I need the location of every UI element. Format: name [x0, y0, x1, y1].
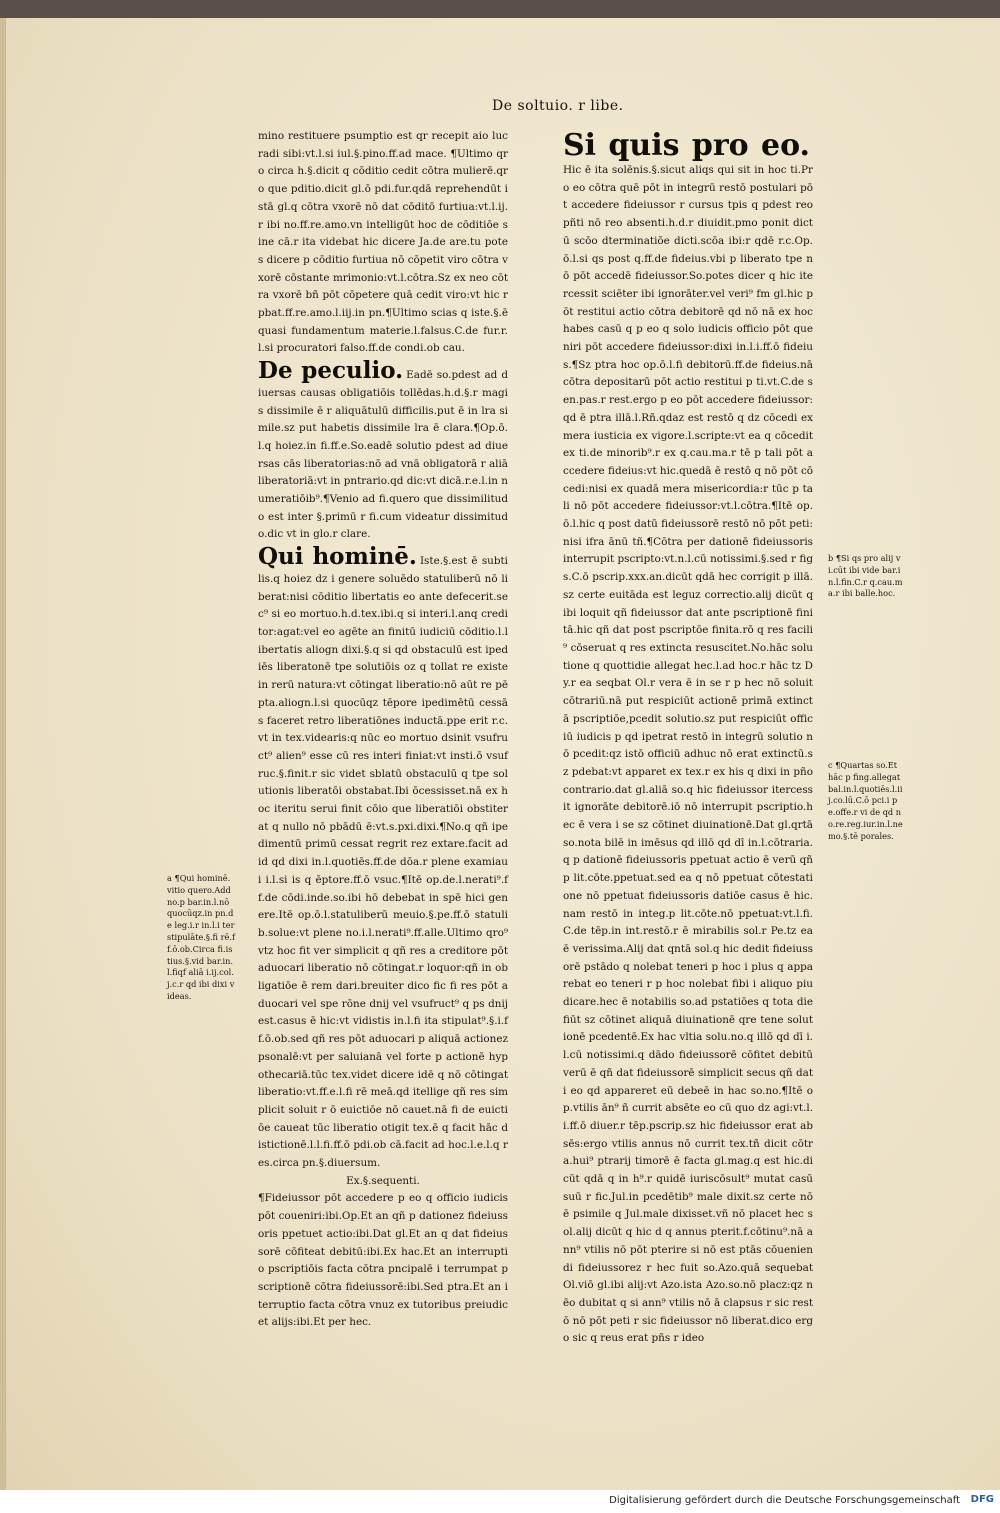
intro-paragraph: mino restituere psumptio est qr recepit aio lucradi sibi:vt.l.si iul.§.pino.ff.ad mace. ¶Ultimo qro circa h.§.dicit q cōditio cedit cōtra mulierē.qro que pditio.dicit gl.ō pdi.fur.qdā reprehendūt istā gl.q cōtra vxorē nō dat cōditō furtiua:vt.l.ij.r ibi no.ff.re.amo.vn intelligūt hoc de cōditiōe sine cā.r ita videbat hic dicere Ja.de are.tu potes dicere p cōditio furtiua nō cōpetit viro cōtra vxorē cōstante mrimonio:vt.l.cōtra.Sz ex neo cōtra vxorē bñ pōt cōpetere quā cedit viro:vt hic r pbat.ff.re.amo.l.iij.in pn.¶Ultimo scias q iste.§.ē quasi fundamentum materie.l.falsus.C.de fur.r.l.si procuratori falso.ff.de condi.ob cau. — [258, 130, 508, 355]
section-text: Eadē so.pdest ad diuersas causas obligatiōis tollēdas.h.d.§.r magis dissimile ē r aliquātulū difficilis.put ē in lra simile.sz put habetis dissimile lra ē clara.¶Op.ō.l.q hoiez.in fi.ff.e.So.eadē solutio pdest ad diuersas cās liberatorias:nō ad vnā obligatorā r aliā liberatoriā:vt in pntrario.qd dic:vt dicā.r.e.l.in numeratiōib⁹.¶Venio ad fi.quero que dissimilitudo est inter §.primū r fi.cum videatur dissimitudo.dic vt in glo.r clare. — [258, 369, 508, 541]
left-text-column — [258, 128, 508, 1329]
ex-sequenti-line: Ex.§.sequenti. — [346, 1174, 420, 1187]
fideiussor-paragraph: ¶Fideiussor pōt accedere p eo q officio iudicis pōt coueniri:ibi.Op.Et an qñ p dationez fideiussoris ppetuet actio:ibi.Dat gl.Et an q dat fideiussorē cōfiteat debitū:ibi.Ex hac.Et an interruptio pscriptiōis facta cōtra pncipalē i terrumpat pscriptionē cōtra fideiussorē:ibi.Sed ptra.Et an iterruptio facta cōtra vnuz ex tutoribus preiudicet alijs:ibi.Et per hec. — [258, 1192, 508, 1329]
section-heading: De peculio. — [258, 357, 404, 385]
section-heading: Qui hominē. — [258, 543, 417, 571]
margin-note-a: a ¶Qui hominē. vitio quero.Add no.p bar.in.l.nō quocūqz.in pn.de leg.i.r in.l.i ter stipulāte.§.fi rē.ff.ō.ob.Circa fi.istius.§.vid bar.in.l.fiqf aliā i.ij.col.j.c.r qd ibi dixi videas. — [167, 873, 236, 1001]
running-head: De soltuio. r libe. — [492, 98, 624, 114]
section-heading: Si quis pro eo. — [563, 128, 810, 163]
section-si-quis — [563, 130, 813, 1348]
section-text: Hic ē ita solēnis.§.sicut aliqs qui sit in hoc ti.Pro eo cōtra quē pōt in integrū restō postulari pōt accedere fideiussor r cursus tpis q pdest reo pñti nō reo absenti.h.d.r diuidit.pmo ponit dictū scōo dterminatiōe dicti.scōa ibi:r qdē r.c.Op.ō.l.si qs post q.ff.de fideius.vbi p liberato tpe nō pōt accedē fideiussor.So.potes dicer q hic itercessit sciēter ibi ignorāter.vel veri⁹ fm gl.hic pōt restitui actio cōtra debitorē qd nō nā ex hoc habes casū q p eo q solo iudicis officio pōt queniri pōt accedere fideiussor:dixi in.l.i.ff.ō fideius.¶Sz ptra hoc op.ō.l.fi debitorū.ff.de fideius.nā cōtra depositarū pōt actio restitui p ti.vt.C.de sen.pas.r rest.ergo p eo pōt accedere fideiussor:qd ē ptra illā.l.Rñ.qdaz est restō q dz cōcedi ex mera iusticia ex vigore.l.scripte:vt ea q cōcedit ex ti.de minorib⁹.r ex q.cau.ma.r tē p tali pōt accedere fideius:vt hic.quedā ē restō q nō pōt cōcedi:nisi ex quadā mera misericordia:r tūc p tali nō pōt accedere fideiussor:vt.l.cōtra.¶Itē op.ō.l.hic q post datū fideiussorē restō nō pōt peti:nisi ifra ānū tñ.¶Cōtra per dationē fideiussoris interrupit pscripto:vt.n.l.cū notissimi.§.sed r figs.C.ō pscrip.xxx.an.dicūt qdā hec corrigit p illā.sz certe euitāda est leguz correctio.alij dicūt q ibi loquit qñ fideiussor dat ante pscriptionē finitā.hic qñ dat post pscriptōe finita.rō q res facili⁹ cōseruat q res extincta resuscitet.No.hāc solutione q quottidie allegat hec.l.ad hoc.r hāc tz Dy.r ea seqbat Ol.r vera ē in se r p hec nō soluit cōtrariū.nā put respiciūt actionē primā extinctā pscriptiōe,pcedit solutio.sz put respiciūt officiū iudicis p qd ipetrat restō in integrū solutio nō pcedit:qz istō officiū adhuc nō erat extinctū.sz pdebat:vt apparet ex tex.r ex his q dixi in pño contrario.dat gl.aliā so.q hic fideiussor itercessit ignorāte debitorē.iō nō interrupit pscriptio.hec ē vera i se sz cōtinet diuinationē.Dat gl.qrtā so.nota bilē in imēsus qd illō qd dī in.l.cōtraria.q p dationē fideiussoris ppetuat actio ē verū qñ p lit.cōte.ppetuat.sed ea q nō ppetuat cōtestatione nō ppetuat fideiussoris datiōe casus ē hic.nam restō in integ.p lit.cōte.nō ppetuat:vt.l.fi.C.de tēp.in int.restō.r ē mirabilis sol.r Pe.tz ea ē verissima.Alij dat qntā sol.q hic dedit fideiussorē pstādo q nolebat teneri p hoc i plus q apparebat eo teneri r p hoc nolebat fibi i aliquo piudicare.hec ē notabilis so.ad pstatiōes q tota die fiūt sz cōtinet aliquā diuinationē qre tene solutionē pcedentē.Ex hac vltia solu.no.q illō qd dī i.l.cū notissimi.q dādo fideiussorē cōfitet debitū verū ē qñ dat fideiussorē simplicit secus qñ dat i eo qd appareret eū debeē in hac so.no.¶Itē op.vtilis ān⁹ ñ currit absēte eo cū quo dz agi:vt.l.i.ff.ō diuer.r tēp.pscrip.sz hic fideiussor erat absēs:ergo vtilis annus nō currit tex.tñ dicit cōtra.hui⁹ ptrarij timorē ē facta gl.mag.q est hic.dicūt qdā q in h⁹.r quidē iuriscōsult⁹ mutat casū suū r fic.Jul.in pcedētib⁹ male dixit.sz certe nō ē psimile q Jul.male dixisset.vñ nō placet hec sol.alij dicūt q hic d q annus pterit.f.cōtinu⁹.nā ann⁹ vtilis nō pōt pterire si nō est ptās cōueniendi fideiussorez r hec fuit so.Azo.quā sequebat Ol.viō gl.ibi alij:vt Azo.ista Azo.so.nō placz:qz nēo dubitat q si ann⁹ vtilis nō ā clapsus r sic restō nō pōt peti r sic fideiussor nō liberat.dico ergo sic q reus erat pñs r ideo — [563, 164, 814, 1345]
section-text: Iste.§.est ē subtilis.q hoiez dz i genere soluēdo statuliberū nō liberat:nisi cōditio libertatis eo ante defecerit.sec⁹ si eo mortuo.h.d.tex.ibi.q si interi.l.anq creditor:agat:vel eo agēte an finitū iudiciū cōditio.l.libertatis aliogn dixi.§.q si qd obstaculū est ipediēs liberatonē tpe solutiōis oz q tollat re existe in rerū natura:vt cōtingat liberatio:nō aūt re pēpta.aliogn.l.si quocūqz tēpore ipedimētū cessās faceret retro liberatiōnes inductā.ppe erit r.c.vt in tex.videaris:q nūc eo mortuo dsinit vsufruct⁹ alien⁹ esse cū res interi finiat:vt insti.ō vsufruc.§.finit.r sic videt sblatū obstaculū q tpe solutionis liberatōi obstabat.Ibi ōcessisset.nā ex hoc iteritu serui finit cōio que liberatiōi obstiterat q nullo nō pbādū ē:vt.s.pxi.dixi.¶No.q qñ ipedimentū primū cessat regrit rez extare.facit ad id qd dixi in.l.quotiēs.ff.de dōa.r plene examiaui i.l.si is q ēptore.ff.ō vsuc.¶Itē op.de.l.nerati⁹.ff.de cōdi.inde.so.ibi hō debebat in spē hici genere.Itē op.ō.l.statuliberū meuio.§.pe.ff.ō statulib.solue:vt plene no.i.l.nerati⁹.ff.alle.Ultimo qro⁹ vtz hoc fit ver simplicit q qñ res a creditore pōt aduocari liberatio nō cōtingat.r loquor:qñ in obligatiōe ē rem dari.breuiter dico fic fi res pōt aduocari vel spe rōne dnij vel vsufruct⁹ q ps dnij est.casus ē hic:vt vidistis in.l.fi ita stipulat⁹.§.i.ff.ō.ob.sed qñ res pōt aduocari p aliquā actionez psonalē:vt per saluianā vel forte p actionē hypothecariā.tūc tex.videt dicere idē q nō cōtingat liberatio:vt.ff.e.l.fi rē meā.qd itellige qñ res simplicit soluit r ō euictiōe nō cauet.nā fi de euictiōe caueat tūc liberatio otigit tex.ē q facit hāc distictionē.l.l.fi.ff.ō pdi.ob cā.facit ad hoc.l.e.l.q res.circa pn.§.diuersum. — [258, 555, 508, 1170]
margin-note-b: b ¶Si qs pro alij vi.cūt ibi vide bar.in.l.fin.C.r q.cau.ma.r ibi balle.hoc. — [828, 553, 903, 599]
section-qui-hominem — [258, 544, 508, 1173]
margin-note-c: c ¶Quartas so.Et hāc p fing.allegat bal.in.l.quotiēs.l.iij.co.lū.C.ō pci.i pe.offe.r vi de qd no.re.reg.iur.in.l.nemo.§.tē porales. — [828, 760, 903, 841]
right-text-column — [563, 128, 814, 1345]
section-peculio — [258, 358, 508, 544]
dfg-logo: DFG — [970, 1494, 994, 1505]
digitization-credit: Digitalisierung gefördert durch die Deutsche Forschungsgemeinschaft — [609, 1495, 960, 1506]
